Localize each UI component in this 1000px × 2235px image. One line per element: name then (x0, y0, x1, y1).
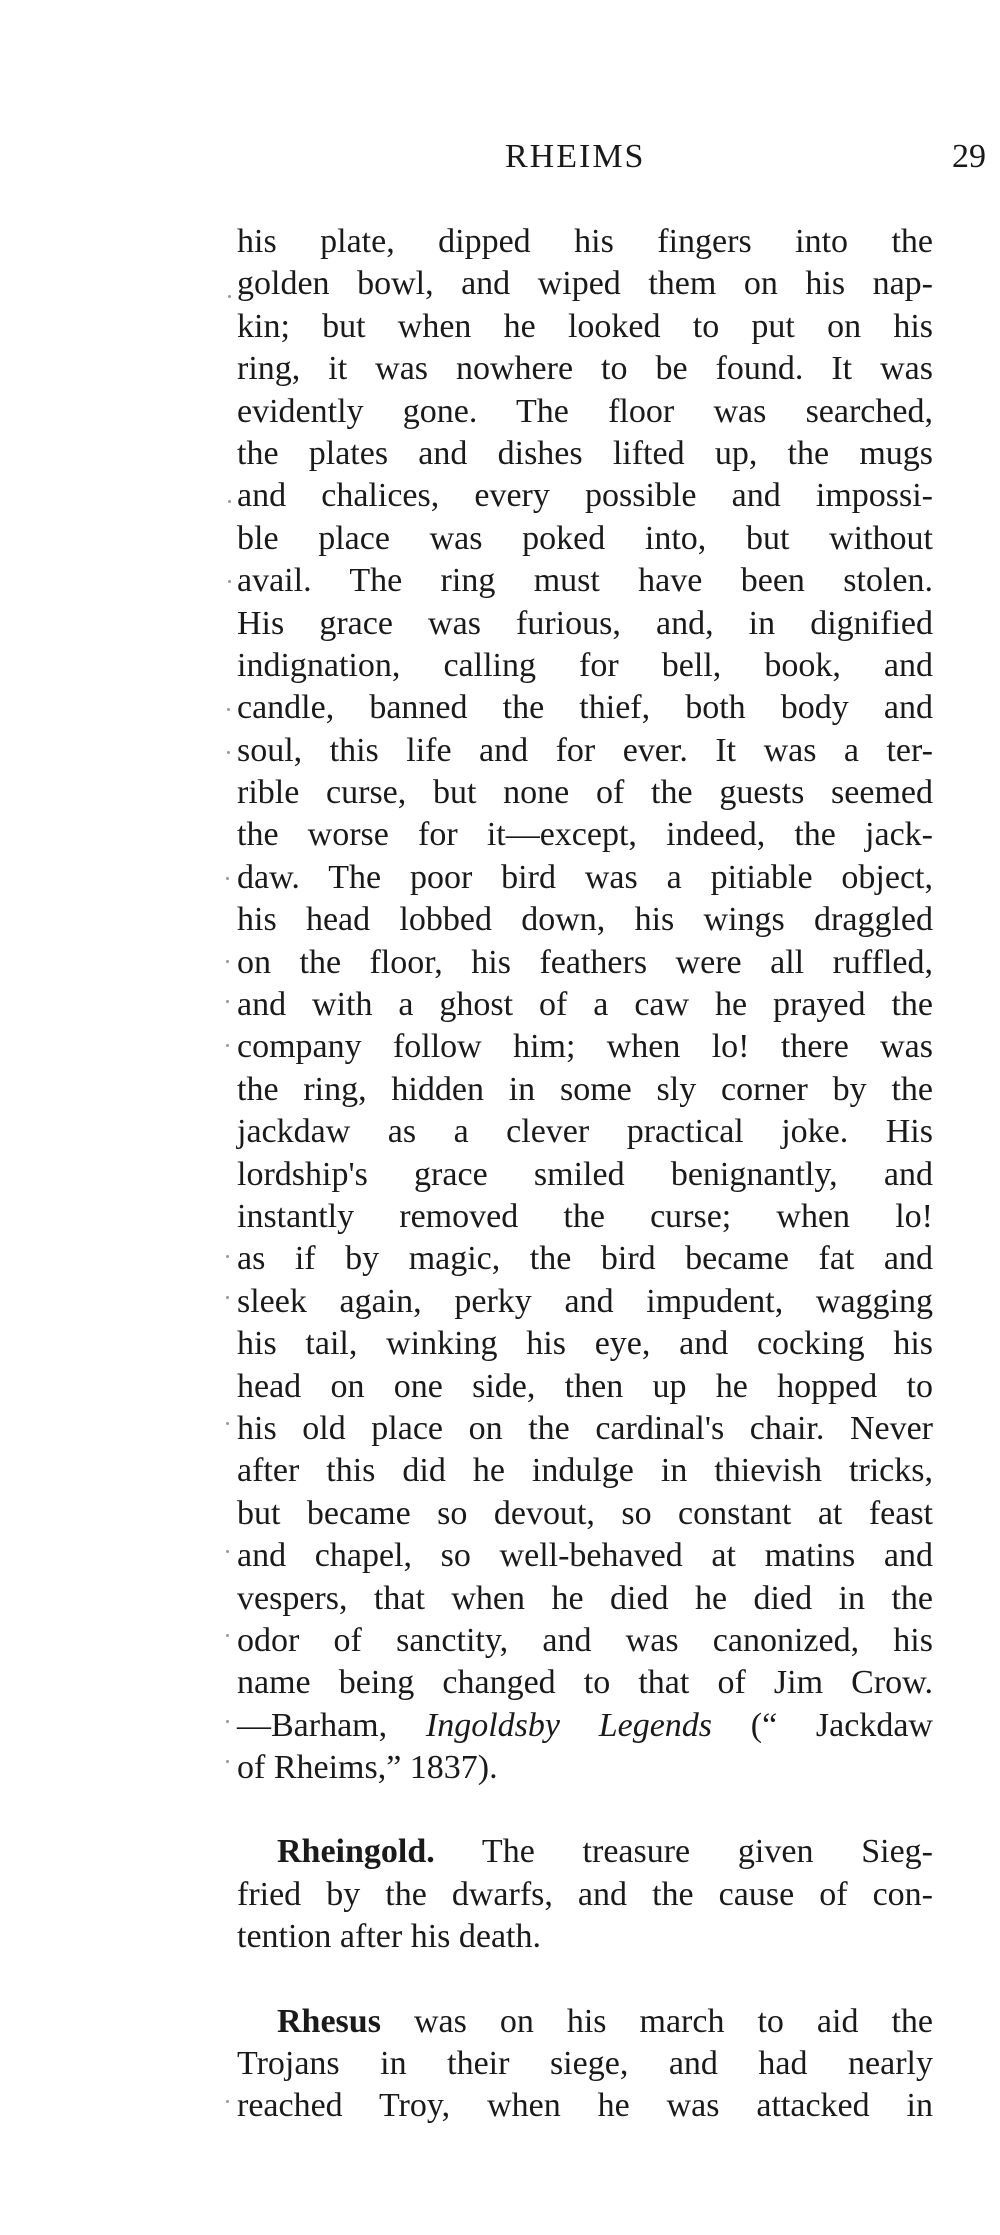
gutter-speck (228, 580, 231, 583)
text-line: instantly removed the curse; when lo! (237, 1197, 933, 1235)
text-line: Trojans in their siege, and had nearly (237, 2045, 933, 2083)
citation-line-end: of Rheims,” 1837). (237, 1749, 498, 1787)
text-line: name being changed to that of Jim Crow. (237, 1664, 933, 1702)
citation-subtitle-start: (“ Jackdaw (712, 1706, 933, 1744)
gutter-speck (226, 1422, 229, 1425)
gutter-speck (227, 708, 230, 711)
text-line: indignation, calling for bell, book, and (237, 646, 933, 684)
text-line: sleek again, perky and impudent, wagging (237, 1282, 933, 1320)
citation-author: —Barham, (237, 1706, 426, 1744)
text-line: vespers, that when he died he died in the (237, 1579, 933, 1617)
text-line: his old place on the cardinal's chair. Never (237, 1409, 933, 1447)
text-line: head on one side, then up he hopped to (237, 1367, 933, 1405)
text-line: candle, banned the thief, both body and (237, 689, 933, 727)
text-line: on the floor, his feathers were all ruffled, (237, 943, 933, 981)
citation-title: Ingoldsby Legends (425, 1706, 713, 1744)
text-line: the plates and dishes lifted up, the mugs (237, 434, 933, 472)
text-line: his plate, dipped his fingers into the (237, 223, 933, 260)
text-line: jackdaw as a clever practical joke. His (237, 1113, 933, 1151)
text-line: soul, this life and for ever. It was a ter- (237, 731, 933, 769)
entry-text: The treasure given Sieg- (434, 1833, 933, 1871)
gutter-speck (226, 1000, 229, 1003)
gutter-speck (226, 877, 229, 880)
running-title: RHEIMS (505, 138, 646, 175)
text-line: after this did he indulge in thievish tricks, (237, 1452, 933, 1490)
gutter-speck (226, 1044, 229, 1047)
text-line: His grace was furious, and, in dignified (237, 604, 933, 642)
text-line: tention after his death. (237, 1918, 542, 1956)
text-line: and chapel, so well-behaved at matins and (237, 1537, 933, 1575)
headword-rhesus: Rhesus (277, 2002, 381, 2040)
entry-first-line (237, 1831, 933, 1873)
gutter-speck (226, 960, 229, 963)
text-line: evidently gone. The floor was searched, (237, 392, 933, 430)
gutter-speck (227, 751, 230, 754)
text-line: golden bowl, and wiped them on his nap- (237, 265, 933, 303)
text-column (237, 221, 933, 2128)
paragraph-gap (237, 1789, 933, 1831)
gutter-speck (226, 1255, 229, 1258)
text-line: but became so devout, so constant at feast (237, 1494, 933, 1532)
text-line: company follow him; when lo! there was (237, 1028, 933, 1066)
running-head (0, 138, 1000, 188)
paragraph-gap (237, 1959, 933, 2001)
text-line: kin; but when he looked to put on his (237, 307, 933, 345)
text-line: and chalices, every possible and impossi- (237, 477, 933, 515)
text-line: the ring, hidden in some sly corner by the (237, 1070, 933, 1108)
gutter-speck (226, 1296, 229, 1299)
citation-line (237, 1705, 933, 1747)
text-line: and with a ghost of a caw he prayed the (237, 986, 933, 1024)
gutter-speck (226, 1760, 229, 1763)
page-number: 29 (952, 138, 986, 175)
text-line: his head lobbed down, his wings draggled (237, 901, 933, 939)
text-line: ring, it was nowhere to be found. It was (237, 350, 933, 388)
text-line: odor of sanctity, and was canonized, his (237, 1621, 933, 1659)
text-line: lordship's grace smiled benignantly, and (237, 1155, 933, 1193)
text-line: fried by the dwarfs, and the cause of con- (237, 1875, 933, 1913)
gutter-speck (228, 295, 231, 298)
text-line: daw. The poor bird was a pitiable object, (237, 858, 933, 896)
text-line: reached Troy, when he was attacked in (237, 2087, 933, 2125)
gutter-speck (226, 2100, 229, 2103)
entry-text: was on his march to aid the (380, 2002, 933, 2040)
headword-rheingold: Rheingold. (277, 1833, 435, 1871)
gutter-speck (228, 500, 231, 503)
text-line: ble place was poked into, but without (237, 519, 933, 557)
text-line: rible curse, but none of the guests seemed (237, 774, 933, 812)
entry-rheingold (237, 1831, 933, 1958)
gutter-speck (226, 1720, 229, 1723)
text-line: avail. The ring must have been stolen. (237, 562, 933, 600)
gutter-speck (226, 1550, 229, 1553)
entry-rhesus (237, 2001, 933, 2128)
text-line: his tail, winking his eye, and cocking his (237, 1325, 933, 1363)
entry-first-line (237, 2001, 933, 2043)
text-line: as if by magic, the bird became fat and (237, 1240, 933, 1278)
paragraph-jackdaw (237, 221, 933, 1789)
text-line: the worse for it—except, indeed, the jack- (237, 816, 933, 854)
gutter-speck (226, 1634, 229, 1637)
